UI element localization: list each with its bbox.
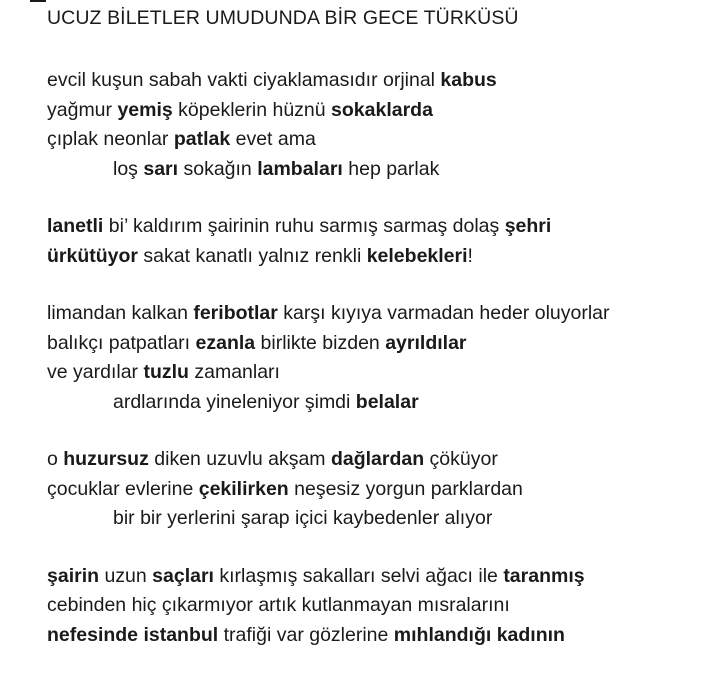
line-text: çöküyor xyxy=(424,448,498,470)
line-text: uzun xyxy=(99,564,153,587)
line-text: o xyxy=(47,448,64,470)
bold-word: feribotlar xyxy=(193,302,278,324)
poem-line xyxy=(47,125,712,155)
bold-word: belalar xyxy=(355,390,419,413)
line-text: trafiği var gözlerine xyxy=(218,623,394,646)
line-text: yağmur xyxy=(47,98,118,121)
poem-line xyxy=(47,621,712,651)
poem-line xyxy=(47,299,712,329)
stanza xyxy=(47,212,712,271)
bold-word: ürkütüyor xyxy=(47,244,139,267)
bold-word: kabus xyxy=(440,69,497,91)
line-text: sakat kanatlı yalnız renkli xyxy=(138,244,367,267)
poem-body xyxy=(47,66,712,650)
line-text: zamanları xyxy=(188,361,280,383)
poem-line xyxy=(47,329,712,359)
bold-word: patlak xyxy=(173,128,231,150)
bold-word: şehri xyxy=(504,215,552,237)
poem-line xyxy=(47,155,712,185)
line-text: balıkçı patpatları xyxy=(47,331,196,354)
bold-word: ayrıldılar xyxy=(385,331,467,354)
poem-line xyxy=(47,212,712,242)
line-text: neşesiz yorgun parklardan xyxy=(288,477,523,500)
poem xyxy=(47,4,712,678)
line-text: kırlaşmış sakalları selvi ağacı ile xyxy=(213,564,504,587)
line-text: diken uzuvlu akşam xyxy=(148,448,331,470)
line-text: evcil kuşun sabah vakti ciyaklamasıdır orjinal xyxy=(47,69,441,91)
line-text: ! xyxy=(467,244,473,267)
bold-word: mıhlandığı kadının xyxy=(393,623,565,646)
bold-word: sokaklarda xyxy=(331,98,433,121)
bold-word: kelebekleri xyxy=(366,244,468,267)
stanza xyxy=(47,562,712,651)
line-text: loş xyxy=(113,157,144,180)
bold-word: huzursuz xyxy=(63,448,149,470)
line-text: köpeklerin hüznü xyxy=(172,98,332,121)
poem-line xyxy=(47,66,712,96)
poem-line xyxy=(47,96,712,126)
line-text: sokağın xyxy=(178,157,258,180)
bold-word: şairin xyxy=(47,564,100,587)
line-text: bi’ kaldırım şairinin ruhu sarmış sarmaş dolaş xyxy=(103,215,505,237)
line-text: ardlarında yineleniyor şimdi xyxy=(113,390,356,413)
bold-word: lambaları xyxy=(257,157,343,180)
line-text: çocuklar evlerine xyxy=(47,477,199,500)
line-text: ve yardılar xyxy=(47,361,144,383)
bold-word: lanetli xyxy=(47,215,104,237)
line-text: birlikte bizden xyxy=(255,331,386,354)
stanza xyxy=(47,445,712,534)
stanza xyxy=(47,299,712,417)
bold-word: dağlardan xyxy=(330,448,425,470)
line-text: limandan kalkan xyxy=(47,302,194,324)
poem-line xyxy=(47,475,712,505)
bold-word: nefesinde istanbul xyxy=(47,623,219,646)
line-text: bir bir yerlerini şarap içici kaybedenler alıyor xyxy=(113,507,493,529)
line-text: cebinden hiç çıkarmıyor artık kutlanmayan mısralarını xyxy=(47,594,510,616)
top-divider xyxy=(30,0,46,2)
bold-word: taranmış xyxy=(503,564,585,587)
line-text: evet ama xyxy=(230,128,316,150)
poem-title: UCUZ BİLETLER UMUDUNDA BİR GECE TÜRKÜSÜ xyxy=(47,7,519,29)
line-text: hep parlak xyxy=(342,157,440,180)
poem-line xyxy=(47,358,712,388)
poem-line xyxy=(47,388,712,418)
line-text: karşı kıyıya varmadan heder oluyorlar xyxy=(277,302,610,324)
stanza xyxy=(47,66,712,184)
bold-word: ezanla xyxy=(195,331,256,354)
line-text: çıplak neonlar xyxy=(47,128,174,150)
bold-word: sarı xyxy=(143,157,179,180)
poem-line xyxy=(47,504,712,534)
poem-line xyxy=(47,445,712,475)
poem-line xyxy=(47,242,712,272)
bold-word: yemiş xyxy=(117,98,173,121)
poem-line xyxy=(47,562,712,592)
bold-word: saçları xyxy=(152,564,214,587)
bold-word: tuzlu xyxy=(143,361,189,383)
poem-line xyxy=(47,591,712,621)
bold-word: çekilirken xyxy=(198,477,289,500)
